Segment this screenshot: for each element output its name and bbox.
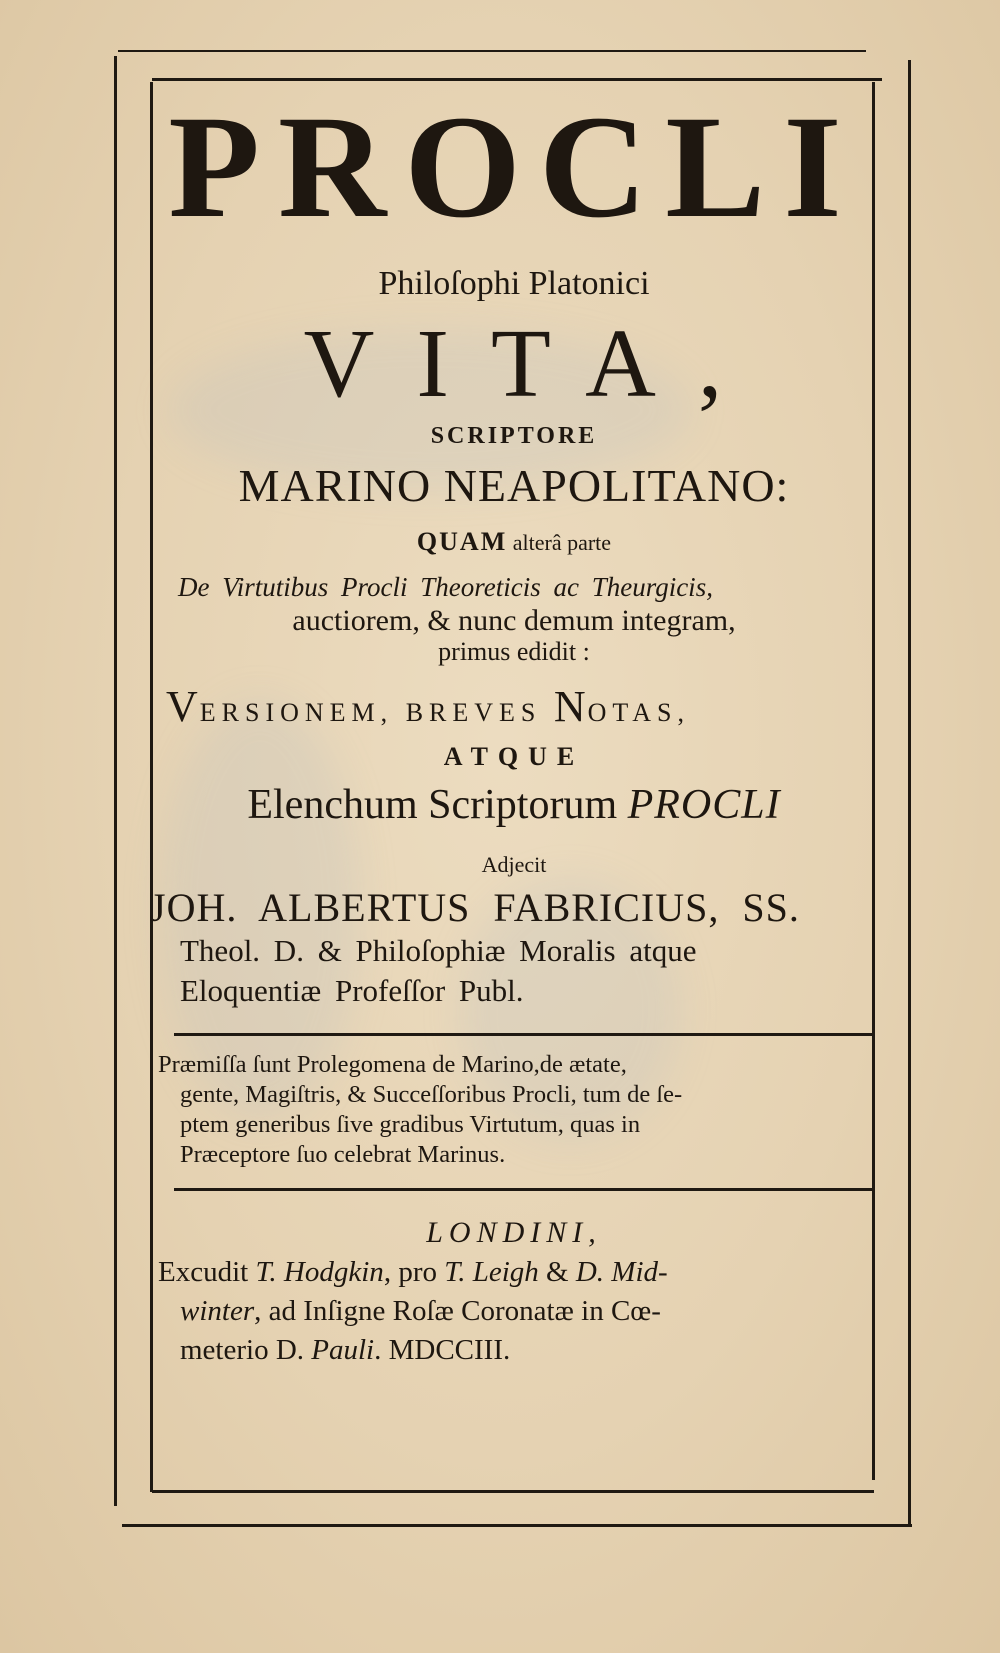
outer-frame-bottom — [122, 1524, 912, 1527]
editor-title-line-2: Eloquentiæ Profeſſor Publ. — [180, 973, 524, 1008]
bookseller-name: T. Leigh — [444, 1256, 539, 1288]
versionem-rest: ERSIONEM, — [199, 698, 394, 727]
premissa-line: Præmiſſa ſunt Prolegomena de Marino,de ætate, — [158, 1051, 627, 1078]
inner-frame-left — [150, 82, 153, 1492]
breves-word: BREVES — [405, 698, 542, 727]
notas-cap: N — [553, 682, 588, 731]
adjecit-line: Adjecit — [481, 852, 547, 877]
versionem-cap: V — [166, 682, 200, 731]
title-page-content — [150, 85, 870, 1370]
divider-rule — [174, 1033, 874, 1036]
place-of-publication: LONDINI, — [426, 1216, 602, 1249]
imprint-text: & — [538, 1256, 576, 1288]
auctiorem-line: auctiorem, & nunc demum integram, — [292, 604, 736, 637]
publication-year: . MDCCIII. — [374, 1334, 511, 1366]
imprint-line-1 — [158, 1253, 870, 1292]
subtitle: Philoſophi Platonici — [378, 265, 650, 302]
editor-name: JOH. ALBERTUS FABRICIUS, SS. — [150, 885, 800, 930]
imprint-italic: Pauli — [311, 1334, 375, 1366]
quam-line — [158, 522, 870, 563]
elenchus-line — [158, 777, 870, 833]
inner-frame-bottom — [152, 1490, 874, 1493]
imprint-text: , ad Inſigne Roſæ Coronatæ in Cœ- — [254, 1295, 661, 1327]
printer-name: T. Hodgkin — [255, 1256, 384, 1288]
premissa-line: gente, Magiſtris, & Succeſſoribus Procli, tum de ſe- — [180, 1081, 683, 1108]
bookseller-name: winter — [180, 1295, 255, 1327]
editor-title-line-1: Theol. D. & Philoſophiæ Moralis atque — [180, 933, 697, 968]
divider-rule — [174, 1188, 874, 1191]
premissa-line: ptem generibus ſive gradibus Virtutum, quas in — [180, 1111, 641, 1138]
imprint-text: , pro — [383, 1256, 445, 1288]
versionem-line — [158, 679, 870, 741]
scriptore-label: SCRIPTORE — [430, 423, 598, 449]
outer-frame-right — [908, 60, 911, 1526]
inner-frame-right — [872, 82, 875, 1480]
de-virtutibus-line: De Virtutibus Procli Theoreticis ac Theurgicis, — [178, 572, 713, 602]
outer-frame-top — [118, 50, 866, 52]
imprint-line-2 — [158, 1292, 870, 1331]
main-title: PROCLI — [168, 85, 860, 249]
inner-frame-top — [152, 78, 882, 81]
elenchus-roman: Elenchum Scriptorum — [247, 782, 628, 828]
quam-caps: QUAM — [416, 527, 508, 556]
atque-line: ATQUE — [443, 742, 585, 771]
quam-rest: alterâ parte — [507, 530, 612, 555]
author-name: MARINO NEAPOLITANO: — [238, 460, 790, 511]
imprint-text: Excudit — [158, 1256, 256, 1288]
notas-rest: OTAS, — [587, 698, 690, 727]
elenchus-italic: PROCLI — [627, 782, 781, 828]
imprint — [158, 1253, 870, 1370]
vita-heading: VITA, — [303, 310, 765, 418]
outer-frame-left — [114, 56, 117, 1506]
primus-line: primus edidit : — [438, 637, 590, 666]
premissa-paragraph — [158, 1050, 870, 1170]
imprint-text: meterio D. — [180, 1334, 312, 1366]
bookseller-name: D. Mid- — [575, 1256, 668, 1288]
premissa-line: Præceptore ſuo celebrat Marinus. — [180, 1141, 506, 1168]
imprint-line-3 — [158, 1331, 870, 1370]
